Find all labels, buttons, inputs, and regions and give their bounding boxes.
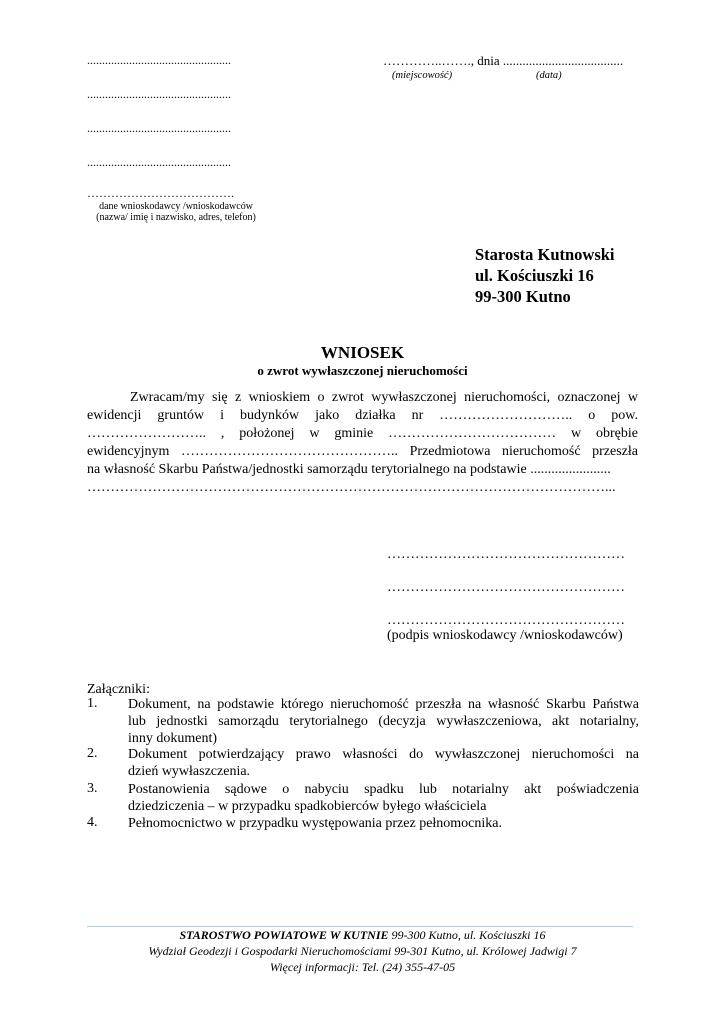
body-line-3: …………………….. , położonej w gminie ……………………………… w obrębie [87,426,638,441]
footer-office-address: 99-300 Kutno, ul. Kościuszki 16 [388,928,546,942]
signature-label: (podpis wnioskodawcy /wnioskodawców) [387,628,623,643]
sender-line-5[interactable]: ………………………………. [87,186,234,200]
recipient-line-2: ul. Kościuszki 16 [475,266,594,285]
attachment-2-number: 2. [87,746,98,761]
body-line-5: na własność Skarbu Państwa/jednostki samorządu terytorialnego na podstawie ....................... [87,462,611,477]
attachment-1-line-2: lub jednostki samorządu terytorialnego (decyzja wywłaszczeniowa, akt notarialny, [128,714,639,729]
sender-caption-2: (nazwa/ imię i nazwisko, adres, telefon) [96,212,256,223]
footer-line-1 [0,928,725,943]
signature-line-3[interactable]: …………………………………………… [387,613,625,628]
body-line-4: ewidencyjnym ……………………………………….. Przedmiotowa nieruchomość przeszła [87,444,638,459]
attachment-4-number: 4. [87,815,98,830]
place-date-line[interactable]: …………..……., dnia ..................................... [383,53,624,68]
sender-caption-1: dane wnioskodawcy /wnioskodawców [99,201,253,212]
body-line-1: Zwracam/my się z wnioskiem o zwrot wywłaszczonej nieruchomości, oznaczonej w [130,390,638,405]
attachment-1-number: 1. [87,696,98,711]
attachment-2-line-2: dzień wywłaszczenia. [128,764,251,779]
date-label: (data) [536,70,562,81]
sender-line-3[interactable]: ................................................ [87,121,231,135]
footer-line-3: Więcej informacji: Tel. (24) 355-47-05 [269,960,456,974]
attachment-1-line-3: inny dokument) [128,731,218,746]
attachment-1-line-1: Dokument, na podstawie którego nieruchomość przeszła na własność Skarbu Państwa [128,697,639,712]
body-line-2: ewidencji gruntów i budynków jako działka nr ……………………….. o pow. [87,408,638,423]
document-title: WNIOSEK [320,343,405,362]
footer-office: STAROSTWO POWIATOWE W KUTNIE [179,928,389,942]
place-label: (miejscowość) [392,70,453,81]
sender-line-2[interactable]: ................................................ [87,87,231,101]
attachments-header: Załączniki: [87,682,150,697]
attachment-2-line-1: Dokument potwierdzający prawo własności do wywłaszczonej nieruchomości na [128,747,639,762]
recipient-line-1: Starosta Kutnowski [475,245,615,264]
footer-line-2: Wydział Geodezji i Gospodarki Nieruchomościami 99-301 Kutno, ul. Królowej Jadwigi 7 [148,944,577,958]
recipient-line-3: 99-300 Kutno [475,287,571,306]
attachment-3-line-2: dziedziczenia – w przypadku spadkobierców byłego właściciela [128,799,487,814]
attachment-3-number: 3. [87,781,98,796]
sender-line-1[interactable]: ................................................ [87,53,231,67]
sender-line-4[interactable]: ................................................ [87,155,231,169]
signature-line-1[interactable]: …………………………………………… [387,547,625,562]
attachment-3-line-1: Postanowienia sądowe o nabyciu spadku lub notarialny akt poświadczenia [128,782,639,797]
signature-line-2[interactable]: …………………………………………… [387,580,625,595]
document-subtitle: o zwrot wywłaszczonej nieruchomości [257,363,468,378]
attachment-4-line-1: Pełnomocnictwo w przypadku występowania przez pełnomocnika. [128,816,503,831]
body-line-6: …………………………………………………………………………………………………... [87,480,616,495]
footer-divider [87,926,633,927]
